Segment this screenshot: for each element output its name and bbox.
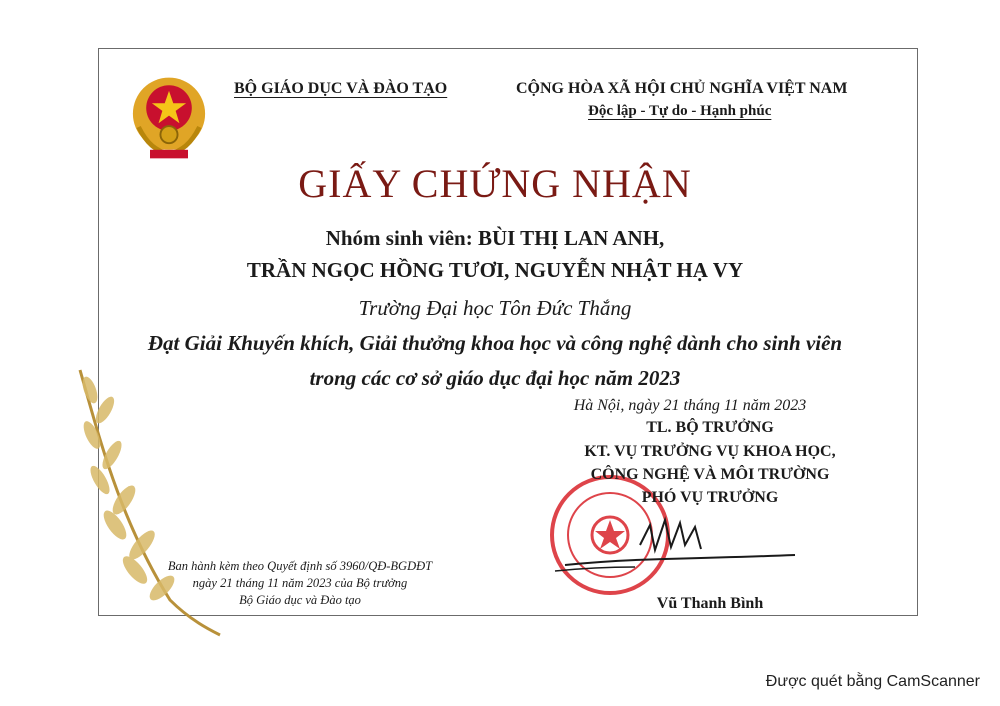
issue-date: Hà Nội, ngày 21 tháng 11 năm 2023 — [573, 397, 807, 414]
issuing-ministry: BỘ GIÁO DỤC VÀ ĐÀO TẠO — [234, 80, 448, 97]
university-name: Trường Đại học Tôn Đức Thắng — [358, 296, 632, 320]
acting-title-line1: KT. VỤ TRƯỞNG VỤ KHOA HỌC, — [584, 443, 836, 460]
footnote-line2: ngày 21 tháng 11 năm 2023 của Bộ trưởng — [192, 576, 408, 590]
award-description-line2: trong các cơ sở giáo dục đại học năm 2023 — [309, 366, 681, 390]
scanner-watermark: Được quét bằng CamScanner — [765, 673, 980, 690]
signer-name: Vũ Thanh Bình — [656, 595, 764, 612]
on-behalf-title: TL. BỘ TRƯỞNG — [646, 419, 774, 436]
student-group-line2: TRẦN NGỌC HỒNG TƯƠI, NGUYỄN NHẬT HẠ VY — [246, 258, 744, 282]
national-title: CỘNG HÒA XÃ HỘI CHỦ NGHĨA VIỆT NAM — [516, 80, 848, 97]
acting-title-line2: CÔNG NGHỆ VÀ MÔI TRƯỜNG — [590, 466, 830, 483]
footnote-line3: Bộ Giáo dục và Đào tạo — [239, 593, 361, 607]
signer-position: PHÓ VỤ TRƯỞNG — [641, 489, 779, 506]
footnote-line1: Ban hành kèm theo Quyết định số 3960/QĐ-BGDĐT — [167, 559, 433, 573]
national-emblem-icon — [120, 70, 218, 165]
award-description-line1: Đạt Giải Khuyến khích, Giải thưởng khoa học và công nghệ dành cho sinh viên — [147, 331, 843, 355]
student-group-line1: Nhóm sinh viên: BÙI THỊ LAN ANH, — [325, 226, 665, 250]
handwritten-signature — [545, 505, 805, 585]
certificate-title: GIẤY CHỨNG NHẬN — [298, 161, 692, 206]
national-motto: Độc lập - Tự do - Hạnh phúc — [588, 103, 772, 119]
